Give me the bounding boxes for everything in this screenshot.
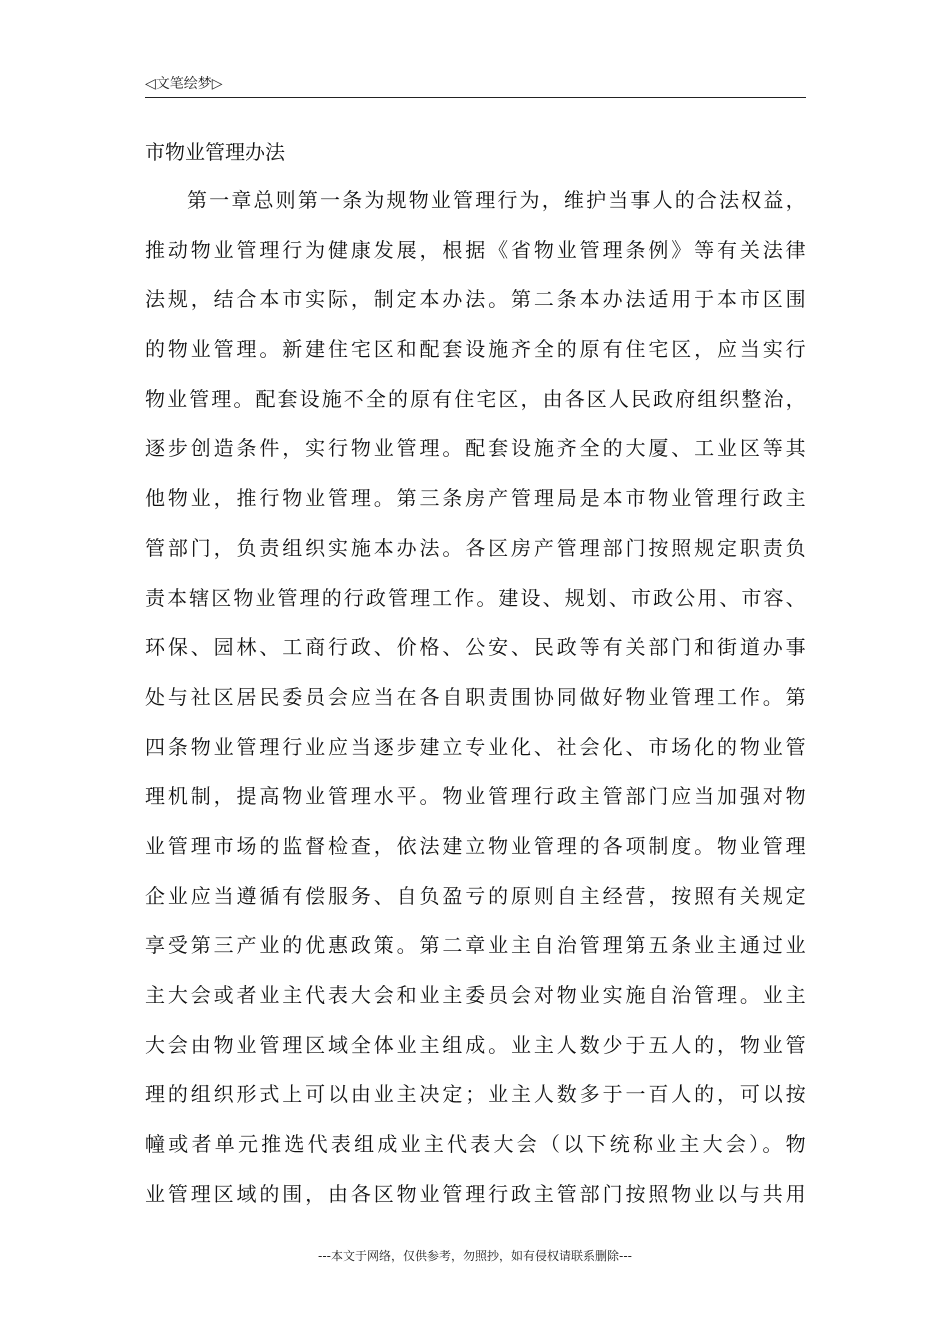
body-line: 逐步创造条件，实行物业管理。配套设施齐全的大厦、工业区等其 bbox=[145, 436, 806, 461]
header-divider bbox=[145, 97, 806, 98]
page-footer-disclaimer: ---本文于网络，仅供参考，勿照抄，如有侵权请联系删除--- bbox=[318, 1249, 632, 1263]
body-line: 法规，结合本市实际，制定本办法。第二条本办法适用于本市区围 bbox=[145, 287, 806, 312]
body-line: 推动物业管理行为健康发展，根据《省物业管理条例》等有关法律 bbox=[145, 237, 806, 262]
body-line: 第一章总则第一条为规物业管理行为，维护当事人的合法权益， bbox=[187, 188, 806, 212]
body-line: 理的组织形式上可以由业主决定；业主人数多于一百人的，可以按 bbox=[145, 1082, 806, 1107]
body-line: 环保、园林、工商行政、价格、公安、民政等有关部门和街道办事 bbox=[145, 635, 806, 660]
body-line: 四条物业管理行业应当逐步建立专业化、社会化、市场化的物业管 bbox=[145, 734, 806, 759]
body-line: 责本辖区物业管理的行政管理工作。建设、规划、市政公用、市容、 bbox=[145, 585, 806, 610]
body-line: 业管理市场的监督检查，依法建立物业管理的各项制度。物业管理 bbox=[145, 833, 806, 858]
page-header-text: ◁文笔绘梦▷ bbox=[145, 76, 223, 92]
body-line: 大会由物业管理区域全体业主组成。业主人数少于五人的，物业管 bbox=[145, 1032, 806, 1057]
body-line: 处与社区居民委员会应当在各自职责围协同做好物业管理工作。第 bbox=[145, 684, 806, 709]
body-line: 他物业，推行物业管理。第三条房产管理局是本市物业管理行政主 bbox=[145, 486, 806, 511]
document-body bbox=[145, 176, 806, 1219]
body-line: 企业应当遵循有偿服务、自负盈亏的原则自主经营，按照有关规定 bbox=[145, 883, 806, 908]
body-line: 幢或者单元推选代表组成业主代表大会（以下统称业主大会）。物 bbox=[145, 1132, 806, 1157]
body-line: 物业管理。配套设施不全的原有住宅区，由各区人民政府组织整治， bbox=[145, 386, 806, 411]
body-line: 业管理区域的围，由各区物业管理行政主管部门按照物业以与共用 bbox=[145, 1181, 806, 1206]
body-line: 理机制，提高物业管理水平。物业管理行政主管部门应当加强对物 bbox=[145, 784, 806, 809]
body-line: 享受第三产业的优惠政策。第二章业主自治管理第五条业主通过业 bbox=[145, 933, 806, 958]
document-title: 市物业管理办法 bbox=[145, 140, 285, 164]
body-line: 的物业管理。新建住宅区和配套设施齐全的原有住宅区，应当实行 bbox=[145, 337, 806, 362]
body-line: 主大会或者业主代表大会和业主委员会对物业实施自治管理。业主 bbox=[145, 983, 806, 1007]
body-line: 管部门，负责组织实施本办法。各区房产管理部门按照规定职责负 bbox=[145, 535, 806, 560]
